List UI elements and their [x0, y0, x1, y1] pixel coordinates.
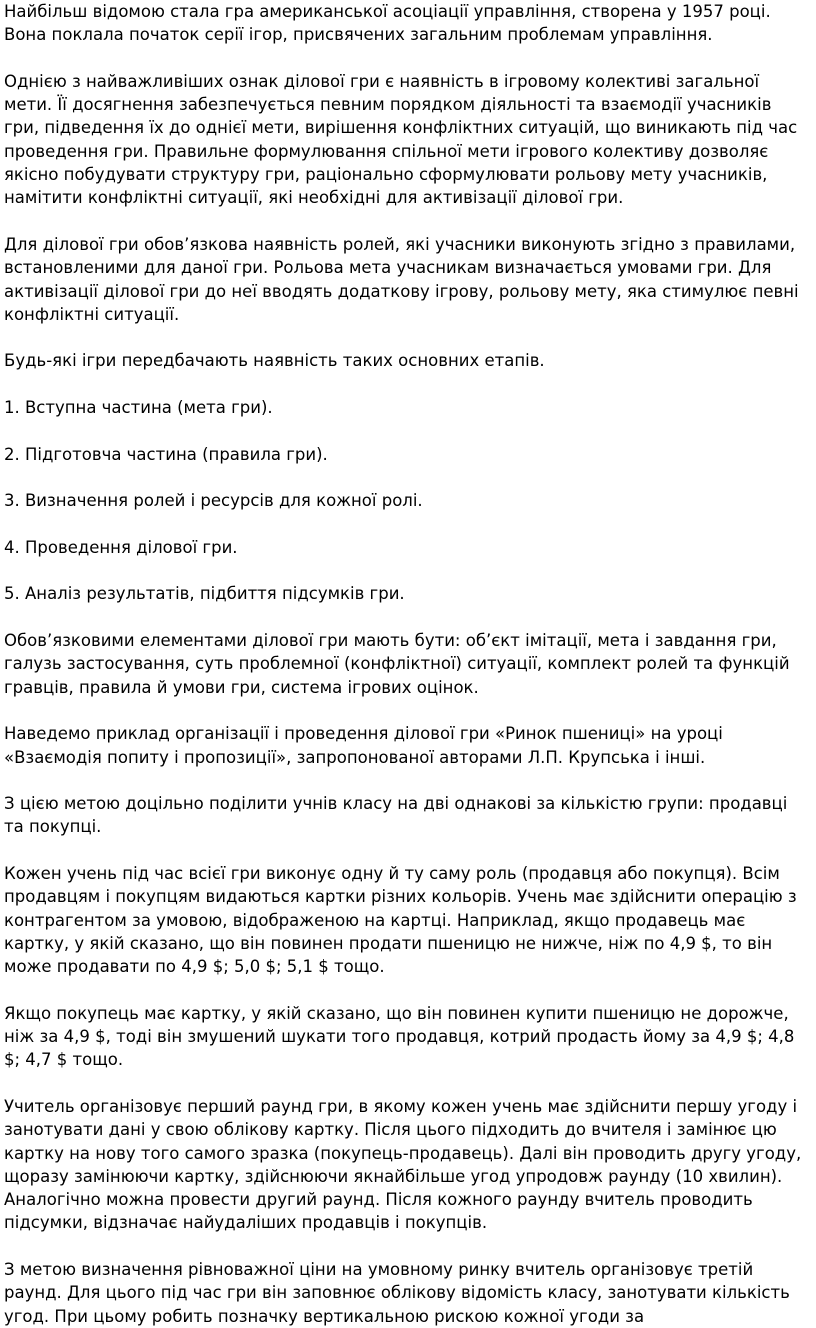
stage-item-3: 3. Визначення ролей і ресурсів для кожної ролі.: [4, 491, 423, 511]
stage-item-5: 5. Аналіз результатів, підбиття підсумків гри.: [4, 584, 405, 604]
paragraph-history: Найбільш відомою стала гра американської асоціації управління, створена у 1957 році. Вона поклала початок серії ігор, присвячених загальним проблемам управління.: [4, 2, 771, 45]
paragraph-equilibrium: З метою визначення рівноважної ціни на умовному ринку вчитель організовує третій раунд. Для цього під час гри він заповнює облікову відомість класу, занотувати кількість угод. При цьому робить позначку вертикальною рискою кожної угоди за: [4, 1260, 790, 1326]
paragraph-example-intro: Наведемо приклад організації і проведення ділової гри «Ринок пшениці» на уроці «Взаємодія попиту і пропозиції», запропонованої авторами Л.П. Крупська і інші.: [4, 724, 723, 767]
stage-item-1: 1. Вступна частина (мета гри).: [4, 398, 273, 418]
paragraph-common-goal: Однією з найважливіших ознак ділової гри є наявність в ігровому колективі загальної мети. Її досягнення забезпечується певним порядком діяльності та взаємодії учасників гри, підведення їх до однієї мети, вирішення конфліктних ситуацій, що виникають під час проведення гри. Правильне формулювання спільної мети ігрового колективу дозволяє якісно побудувати структуру гри, раціонально сформулювати рольову мету учасників, намітити конфліктні ситуації, які необхідні для активізації ділової гри.: [4, 71, 798, 208]
stage-item-2: 2. Підготовча частина (правила гри).: [4, 444, 328, 464]
stage-item-4: 4. Проведення ділової гри.: [4, 537, 238, 557]
paragraph-rounds: Учитель організовує перший раунд гри, в якому кожен учень має здійснити першу угоду і занотувати дані у свою облікову картку. Після цього підходить до вчителя і замінює цю картку на нову того самого зразка (покупець-продавець). Далі він проводить другу угоду, щоразу замінюючи картку, здійснюючи якнайбільше угод упродовж раунду (10 хвилин). Аналогічно можна провести другий раунд. Після кожного раунду вчитель проводить підсумки, відзначає найудаліших продавців і покупців.: [4, 1096, 802, 1233]
paragraph-mandatory-elements: Обов’язковими елементами ділової гри мають бути: об’єкт імітації, мета і завдання гри, галузь застосування, суть проблемної (конфліктної) ситуації, комплект ролей та функцій гравців, правила й умови гри, система ігрових оцінок.: [4, 631, 790, 697]
paragraph-stages-intro: Будь-які ігри передбачають наявність таких основних етапів.: [4, 351, 545, 371]
paragraph-roles: Для ділової гри обов’язкова наявність ролей, які учасники виконують згідно з правилами, встановленими для даної гри. Рольова мета учасникам визначається умовами гри. Для активізації ділової гри до неї вводять додаткову ігрову, рольову мету, яка стимулює певні конфліктні ситуації.: [4, 234, 799, 324]
document-body: [4, 0, 810, 1328]
paragraph-groups: З цією метою доцільно поділити учнів класу на дві однакові за кількістю групи: продавці та покупці.: [4, 794, 788, 837]
paragraph-seller-cards: Кожен учень під час всієї гри виконує одну й ту саму роль (продавця або покупця). Всім продавцям і покупцям видаються картки різних кольорів. Учень має здійснити операцію з контрагентом за умовою, відображеною на картці. Наприклад, якщо продавець має картку, у якій сказано, що він повинен продати пшеницю не нижче, ніж по 4,9 $, то він може продавати по 4,9 $; 5,0 $; 5,1 $ тощо.: [4, 863, 797, 977]
paragraph-buyer-cards: Якщо покупець має картку, у якій сказано, що він повинен купити пшеницю не дорожче, ніж за 4,9 $, тоді він змушений шукати того продавця, котрий продасть йому за 4,9 $; 4,8 $; 4,7 $ тощо.: [4, 1003, 795, 1070]
